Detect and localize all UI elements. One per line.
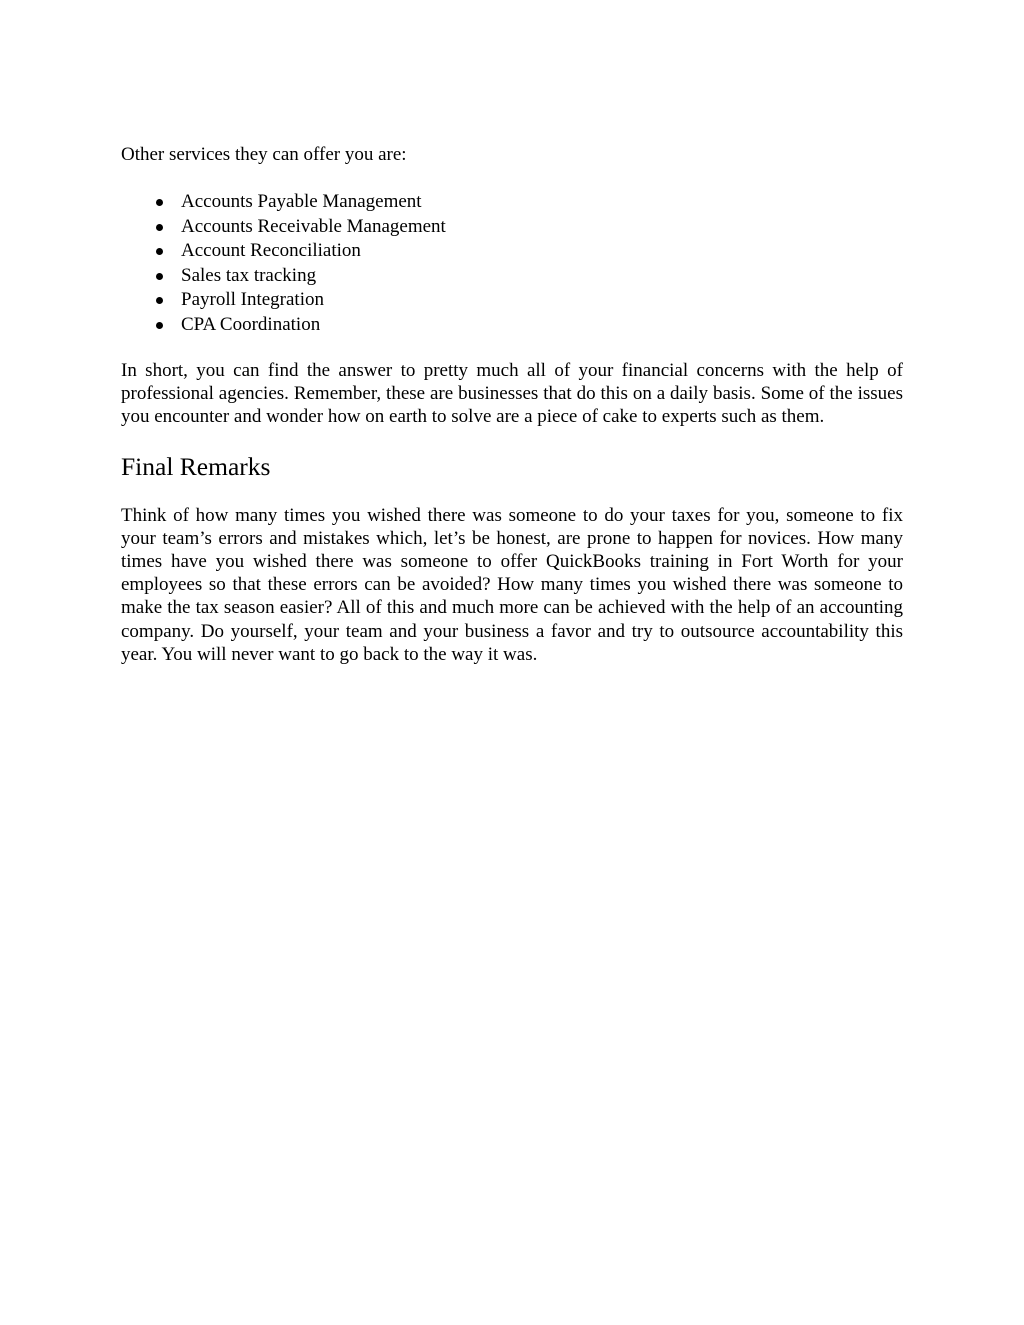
summary-paragraph: In short, you can find the answer to pretty much all of your financial concerns with the help of professional agencies. Remember, these are businesses that do this on a daily basis. Some of the issues you encounter and wonder how on earth to solve are a piece of cake to experts such as them. <box>121 360 903 428</box>
services-list <box>121 190 903 337</box>
bullet-icon <box>156 273 163 280</box>
bullet-icon <box>156 224 163 231</box>
list-item-label: CPA Coordination <box>181 313 321 335</box>
section-heading: Final Remarks <box>121 451 271 481</box>
list-item <box>121 313 903 338</box>
list-item-label: Sales tax tracking <box>181 264 317 286</box>
intro-text: Other services they can offer you are: <box>121 144 407 165</box>
list-item <box>121 215 903 240</box>
list-item <box>121 264 903 289</box>
bullet-icon <box>156 248 163 255</box>
list-item-label: Account Reconciliation <box>181 240 361 261</box>
list-item-label: Accounts Payable Management <box>181 191 422 212</box>
bullet-icon <box>156 297 163 304</box>
list-item <box>121 288 903 313</box>
remarks-paragraph: Think of how many times you wished there was someone to do your taxes for you, someone to fix your team’s errors and mistakes which, let’s be honest, are prone to happen for novices. How many times have you wished there was someone to offer QuickBooks training in Fort Worth for your employees so that these errors can be avoided? How many times you wished there was someone to make the tax season easier? All of this and much more can be achieved with the help of an accounting company. Do yourself, your team and your business a favor and try to outsource accountability this year. You will never want to go back to the way it was. <box>121 504 903 665</box>
list-item <box>121 190 903 215</box>
bullet-icon <box>156 199 163 206</box>
list-item-label: Accounts Receivable Management <box>181 215 446 237</box>
bullet-icon <box>156 322 163 329</box>
list-item-label: Payroll Integration <box>181 289 324 310</box>
list-item <box>121 239 903 264</box>
document-page <box>121 143 903 666</box>
